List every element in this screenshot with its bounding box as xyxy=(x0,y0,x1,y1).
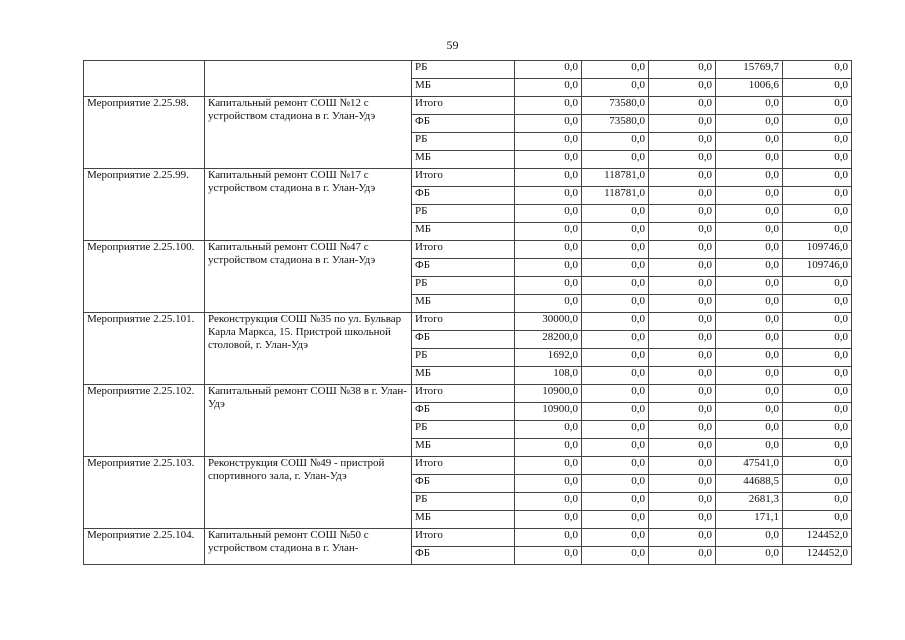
amount-cell: 0,0 xyxy=(582,205,649,223)
funding-source: Итого xyxy=(412,97,515,115)
amount-cell: 0,0 xyxy=(783,439,852,457)
amount-cell: 0,0 xyxy=(716,169,783,187)
amount-cell: 0,0 xyxy=(649,97,716,115)
amount-cell: 109746,0 xyxy=(783,259,852,277)
amount-cell: 124452,0 xyxy=(783,529,852,547)
funding-source: ФБ xyxy=(412,403,515,421)
amount-cell: 0,0 xyxy=(582,277,649,295)
amount-cell: 0,0 xyxy=(515,61,582,79)
amount-cell: 0,0 xyxy=(783,493,852,511)
amount-cell: 0,0 xyxy=(515,493,582,511)
amount-cell: 0,0 xyxy=(515,475,582,493)
amount-cell: 0,0 xyxy=(649,295,716,313)
funding-source: ФБ xyxy=(412,259,515,277)
amount-cell: 0,0 xyxy=(515,133,582,151)
amount-cell: 0,0 xyxy=(582,385,649,403)
event-cell xyxy=(84,169,205,241)
amount-cell: 0,0 xyxy=(716,97,783,115)
table-row xyxy=(84,385,852,403)
amount-cell: 0,0 xyxy=(582,475,649,493)
amount-cell: 1006,6 xyxy=(716,79,783,97)
amount-cell: 44688,5 xyxy=(716,475,783,493)
funding-source: ФБ xyxy=(412,331,515,349)
amount-cell: 0,0 xyxy=(582,529,649,547)
table-row xyxy=(84,169,852,187)
amount-cell: 0,0 xyxy=(783,385,852,403)
amount-cell: 0,0 xyxy=(649,439,716,457)
event-cell xyxy=(84,457,205,529)
amount-cell: 0,0 xyxy=(582,511,649,529)
amount-cell: 0,0 xyxy=(582,421,649,439)
description-text: Капитальный ремонт СОШ №38 в г. Улан-Удэ xyxy=(208,385,407,410)
amount-cell: 0,0 xyxy=(582,151,649,169)
event-cell xyxy=(84,61,205,97)
amount-cell: 0,0 xyxy=(649,79,716,97)
amount-cell: 0,0 xyxy=(783,295,852,313)
budget-table xyxy=(83,60,852,565)
amount-cell: 0,0 xyxy=(515,169,582,187)
description-cell xyxy=(205,385,412,457)
amount-cell: 0,0 xyxy=(783,223,852,241)
amount-cell: 1692,0 xyxy=(515,349,582,367)
amount-cell: 0,0 xyxy=(515,511,582,529)
funding-source: Итого xyxy=(412,313,515,331)
amount-cell: 0,0 xyxy=(582,313,649,331)
amount-cell: 0,0 xyxy=(783,349,852,367)
funding-source: Итого xyxy=(412,169,515,187)
amount-cell: 0,0 xyxy=(783,475,852,493)
amount-cell: 0,0 xyxy=(649,169,716,187)
table-row xyxy=(84,529,852,547)
funding-source: ФБ xyxy=(412,115,515,133)
amount-cell: 47541,0 xyxy=(716,457,783,475)
amount-cell: 118781,0 xyxy=(582,187,649,205)
amount-cell: 0,0 xyxy=(716,259,783,277)
amount-cell: 0,0 xyxy=(649,133,716,151)
amount-cell: 0,0 xyxy=(716,115,783,133)
amount-cell: 0,0 xyxy=(649,331,716,349)
funding-source: Итого xyxy=(412,385,515,403)
amount-cell: 0,0 xyxy=(582,367,649,385)
amount-cell: 0,0 xyxy=(582,547,649,565)
amount-cell: 0,0 xyxy=(582,349,649,367)
amount-cell: 0,0 xyxy=(582,493,649,511)
amount-cell: 0,0 xyxy=(716,331,783,349)
amount-cell: 171,1 xyxy=(716,511,783,529)
event-label: Мероприятие 2.25.100. xyxy=(87,241,195,253)
event-cell xyxy=(84,241,205,313)
amount-cell: 108,0 xyxy=(515,367,582,385)
amount-cell: 0,0 xyxy=(783,169,852,187)
amount-cell: 73580,0 xyxy=(582,97,649,115)
funding-source: РБ xyxy=(412,421,515,439)
amount-cell: 0,0 xyxy=(783,79,852,97)
amount-cell: 0,0 xyxy=(515,115,582,133)
funding-source: МБ xyxy=(412,79,515,97)
amount-cell: 15769,7 xyxy=(716,61,783,79)
amount-cell: 0,0 xyxy=(649,367,716,385)
amount-cell: 0,0 xyxy=(716,151,783,169)
amount-cell: 0,0 xyxy=(582,403,649,421)
amount-cell: 0,0 xyxy=(783,97,852,115)
description-text: Капитальный ремонт СОШ №17 с устройством стадиона в г. Улан-Удэ xyxy=(208,169,376,194)
amount-cell: 0,0 xyxy=(716,349,783,367)
amount-cell: 0,0 xyxy=(515,421,582,439)
event-cell xyxy=(84,529,205,565)
event-label: Мероприятие 2.25.103. xyxy=(87,457,195,469)
funding-source: МБ xyxy=(412,511,515,529)
amount-cell: 0,0 xyxy=(649,547,716,565)
amount-cell: 0,0 xyxy=(783,187,852,205)
funding-source: Итого xyxy=(412,457,515,475)
amount-cell: 0,0 xyxy=(716,529,783,547)
amount-cell: 0,0 xyxy=(783,457,852,475)
amount-cell: 0,0 xyxy=(582,457,649,475)
amount-cell: 0,0 xyxy=(783,403,852,421)
amount-cell: 0,0 xyxy=(783,115,852,133)
description-cell xyxy=(205,97,412,169)
amount-cell: 0,0 xyxy=(515,439,582,457)
description-text: Реконструкция СОШ №35 по ул. Бульвар Карла Маркса, 15. Пристрой школьной столовой, г. Улан-Удэ xyxy=(208,313,402,351)
amount-cell: 0,0 xyxy=(716,547,783,565)
funding-source: Итого xyxy=(412,529,515,547)
table-row xyxy=(84,61,852,79)
amount-cell: 0,0 xyxy=(649,349,716,367)
funding-source: МБ xyxy=(412,295,515,313)
amount-cell: 0,0 xyxy=(649,457,716,475)
amount-cell: 0,0 xyxy=(649,259,716,277)
amount-cell: 0,0 xyxy=(649,187,716,205)
amount-cell: 0,0 xyxy=(515,79,582,97)
amount-cell: 0,0 xyxy=(582,133,649,151)
amount-cell: 0,0 xyxy=(716,133,783,151)
amount-cell: 0,0 xyxy=(649,511,716,529)
amount-cell: 124452,0 xyxy=(783,547,852,565)
amount-cell: 0,0 xyxy=(515,151,582,169)
amount-cell: 0,0 xyxy=(716,241,783,259)
amount-cell: 0,0 xyxy=(783,421,852,439)
amount-cell: 0,0 xyxy=(515,223,582,241)
amount-cell: 0,0 xyxy=(783,205,852,223)
event-cell xyxy=(84,313,205,385)
amount-cell: 0,0 xyxy=(783,313,852,331)
amount-cell: 0,0 xyxy=(649,313,716,331)
table-row xyxy=(84,97,852,115)
amount-cell: 10900,0 xyxy=(515,385,582,403)
amount-cell: 0,0 xyxy=(783,367,852,385)
amount-cell: 0,0 xyxy=(582,223,649,241)
amount-cell: 0,0 xyxy=(582,241,649,259)
table-row xyxy=(84,313,852,331)
funding-source: ФБ xyxy=(412,547,515,565)
amount-cell: 0,0 xyxy=(515,187,582,205)
description-cell xyxy=(205,61,412,97)
amount-cell: 0,0 xyxy=(515,547,582,565)
description-text: Капитальный ремонт СОШ №12 с устройством стадиона в г. Улан-Удэ xyxy=(208,97,376,122)
amount-cell: 0,0 xyxy=(716,223,783,241)
amount-cell: 0,0 xyxy=(649,385,716,403)
description-cell xyxy=(205,313,412,385)
event-label: Мероприятие 2.25.104. xyxy=(87,529,195,541)
amount-cell: 0,0 xyxy=(582,79,649,97)
funding-source: РБ xyxy=(412,277,515,295)
event-label: Мероприятие 2.25.102. xyxy=(87,385,195,397)
funding-source: МБ xyxy=(412,367,515,385)
amount-cell: 10900,0 xyxy=(515,403,582,421)
funding-source: Итого xyxy=(412,241,515,259)
amount-cell: 0,0 xyxy=(716,403,783,421)
amount-cell: 0,0 xyxy=(716,313,783,331)
amount-cell: 0,0 xyxy=(716,367,783,385)
amount-cell: 0,0 xyxy=(649,241,716,259)
funding-source: ФБ xyxy=(412,187,515,205)
funding-source: РБ xyxy=(412,349,515,367)
event-label: Мероприятие 2.25.101. xyxy=(87,313,195,325)
amount-cell: 0,0 xyxy=(582,61,649,79)
amount-cell: 0,0 xyxy=(515,259,582,277)
amount-cell: 0,0 xyxy=(649,403,716,421)
amount-cell: 0,0 xyxy=(783,331,852,349)
event-cell xyxy=(84,385,205,457)
amount-cell: 0,0 xyxy=(515,457,582,475)
amount-cell: 30000,0 xyxy=(515,313,582,331)
page-number: 59 xyxy=(446,38,459,52)
funding-source: РБ xyxy=(412,493,515,511)
amount-cell: 0,0 xyxy=(582,259,649,277)
funding-source: РБ xyxy=(412,61,515,79)
amount-cell: 0,0 xyxy=(515,529,582,547)
amount-cell: 0,0 xyxy=(649,61,716,79)
event-label: Мероприятие 2.25.99. xyxy=(87,169,189,181)
amount-cell: 0,0 xyxy=(649,529,716,547)
funding-source: РБ xyxy=(412,205,515,223)
amount-cell: 2681,3 xyxy=(716,493,783,511)
amount-cell: 0,0 xyxy=(515,241,582,259)
funding-source: МБ xyxy=(412,151,515,169)
amount-cell: 0,0 xyxy=(783,61,852,79)
amount-cell: 0,0 xyxy=(783,133,852,151)
amount-cell: 0,0 xyxy=(716,385,783,403)
amount-cell: 0,0 xyxy=(649,475,716,493)
description-cell xyxy=(205,457,412,529)
funding-source: МБ xyxy=(412,439,515,457)
budget-table-body xyxy=(84,61,852,565)
event-label: Мероприятие 2.25.98. xyxy=(87,97,189,109)
amount-cell: 0,0 xyxy=(582,439,649,457)
table-row xyxy=(84,457,852,475)
description-cell xyxy=(205,529,412,565)
amount-cell: 0,0 xyxy=(783,151,852,169)
amount-cell: 0,0 xyxy=(582,295,649,313)
table-row xyxy=(84,241,852,259)
event-cell xyxy=(84,97,205,169)
amount-cell: 0,0 xyxy=(649,421,716,439)
amount-cell: 0,0 xyxy=(649,277,716,295)
amount-cell: 0,0 xyxy=(649,115,716,133)
amount-cell: 0,0 xyxy=(515,205,582,223)
description-text: Реконструкция СОШ №49 - пристрой спортивного зала, г. Улан-Удэ xyxy=(208,457,385,482)
description-cell xyxy=(205,241,412,313)
funding-source: МБ xyxy=(412,223,515,241)
amount-cell: 0,0 xyxy=(716,421,783,439)
amount-cell: 0,0 xyxy=(716,187,783,205)
amount-cell: 73580,0 xyxy=(582,115,649,133)
amount-cell: 0,0 xyxy=(649,223,716,241)
amount-cell: 0,0 xyxy=(783,277,852,295)
amount-cell: 0,0 xyxy=(582,331,649,349)
description-text: Капитальный ремонт СОШ №50 с устройством стадиона в г. Улан- xyxy=(208,529,369,554)
amount-cell: 0,0 xyxy=(716,295,783,313)
amount-cell: 0,0 xyxy=(649,493,716,511)
funding-source: ФБ xyxy=(412,475,515,493)
amount-cell: 109746,0 xyxy=(783,241,852,259)
amount-cell: 0,0 xyxy=(515,277,582,295)
amount-cell: 0,0 xyxy=(649,205,716,223)
amount-cell: 0,0 xyxy=(515,295,582,313)
amount-cell: 0,0 xyxy=(716,439,783,457)
amount-cell: 0,0 xyxy=(783,511,852,529)
description-text: Капитальный ремонт СОШ №47 с устройством стадиона в г. Улан-Удэ xyxy=(208,241,376,266)
funding-source: РБ xyxy=(412,133,515,151)
amount-cell: 0,0 xyxy=(716,205,783,223)
amount-cell: 0,0 xyxy=(649,151,716,169)
amount-cell: 0,0 xyxy=(515,97,582,115)
amount-cell: 0,0 xyxy=(716,277,783,295)
amount-cell: 28200,0 xyxy=(515,331,582,349)
description-cell xyxy=(205,169,412,241)
amount-cell: 118781,0 xyxy=(582,169,649,187)
